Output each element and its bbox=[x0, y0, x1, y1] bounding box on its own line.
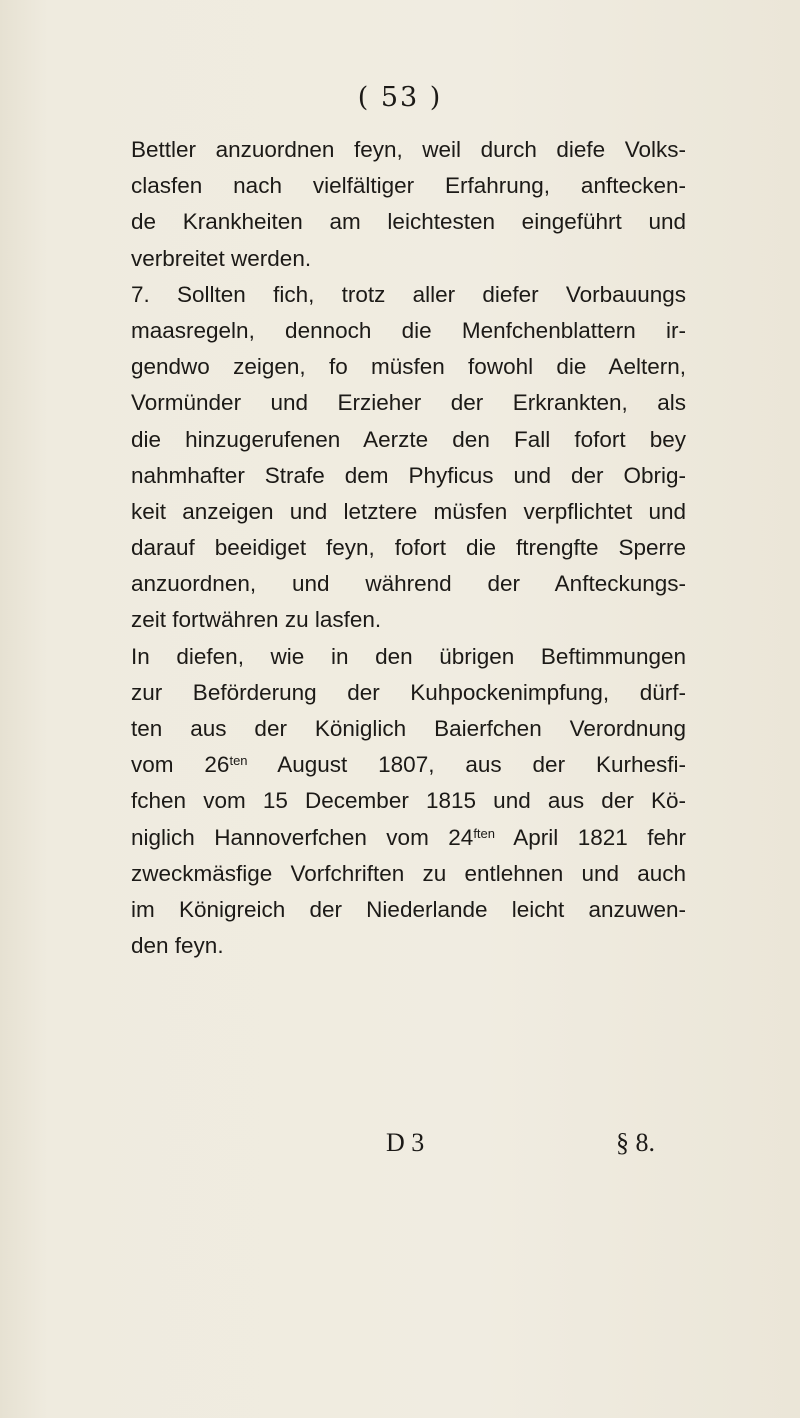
text-line: zur Beförderung der Kuhpockenimpfung, dürf- bbox=[131, 679, 686, 705]
catchword: § 8. bbox=[616, 1128, 655, 1157]
text-line: In diefen, wie in den übrigen Beftimmungen bbox=[131, 643, 686, 669]
text-fragment: August 1807, aus der Kurhesfi- bbox=[247, 752, 686, 778]
text-line: gendwo zeigen, fo müsfen fowohl die Aeltern, bbox=[131, 354, 686, 380]
signature-mark: D 3 bbox=[386, 1128, 425, 1157]
text-fragment: vom 26 bbox=[131, 752, 230, 778]
text-line: 7. Sollten fich, trotz aller diefer Vorbauungs bbox=[131, 281, 686, 307]
text-line: Bettler anzuordnen feyn, weil durch diefe Volks- bbox=[131, 137, 686, 162]
text-fragment: niglich Hannoverfchen vom 24 bbox=[131, 824, 474, 850]
text-line: keit anzeigen und letztere müsfen verpflichtet und bbox=[131, 498, 686, 524]
text-line: im Königreich der Niederlande leicht anzuwen- bbox=[131, 896, 686, 922]
text-line: den feyn. bbox=[131, 933, 224, 959]
text-line: ten aus der Königlich Baierfchen Verordnung bbox=[131, 716, 686, 741]
text-line: Vormünder und Erzieher der Erkrankten, als bbox=[131, 390, 686, 416]
page-number: ( 53 ) bbox=[357, 82, 443, 113]
text-line: nahmhafter Strafe dem Phyficus und der Obrig- bbox=[131, 462, 686, 488]
text-line: darauf beeidiget feyn, fofort die ftrengfte Sperre bbox=[131, 535, 686, 561]
text-line bbox=[131, 747, 686, 783]
text-line: anzuordnen, und während der Anfteckungs- bbox=[131, 571, 686, 597]
text-fragment: April 1821 fehr bbox=[495, 824, 686, 850]
text-line: zeit fortwähren zu lasfen. bbox=[131, 607, 382, 633]
text-line: clasfen nach vielfältiger Erfahrung, anftecken- bbox=[131, 173, 686, 199]
text-line: fchen vom 15 December 1815 und aus der Kö- bbox=[131, 788, 686, 814]
text-line: maasregeln, dennoch die Menfchenblattern ir- bbox=[131, 317, 686, 343]
text-line bbox=[131, 820, 686, 856]
text-line: die hinzugerufenen Aerzte den Fall fofort bey bbox=[131, 426, 686, 452]
text-line: zweckmäsfige Vorfchriften zu entlehnen und auch bbox=[131, 860, 686, 886]
text-line: verbreitet werden. bbox=[131, 245, 312, 271]
superscript: ften bbox=[473, 825, 495, 841]
text-line: de Krankheiten am leichtesten eingeführt und bbox=[131, 209, 686, 235]
superscript: ten bbox=[229, 753, 248, 769]
body-text bbox=[131, 132, 686, 964]
